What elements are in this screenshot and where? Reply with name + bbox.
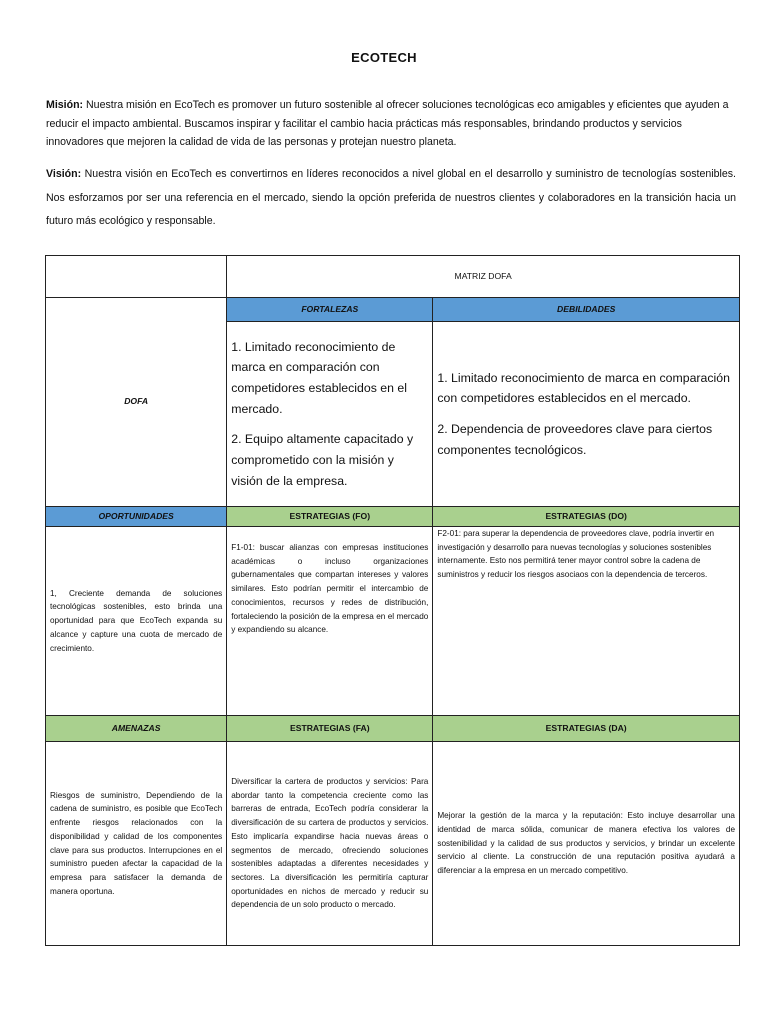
fortaleza-item: 2. Equipo altamente capacitado y comprometido con la misión y visión de la empresa. [231,432,414,488]
estrategias-da-cell: Mejorar la gestión de la marca y la reputación: Esto incluye desarrollar una identidad de marca sólida, comunicar de manera efectiva los valores de sostenibilidad y la calidad de sus productos y servicios, y brindar un excelente servicio al cliente. La construcción de una reputación positiva ayudará a diferenciar a la empresa en un mercado competitivo. [433,742,740,946]
mision-paragraph [46,96,736,152]
mision-label: Misión: [46,99,84,111]
estrategias-fo-cell: F1-01: buscar alianzas con empresas instituciones académicas o incluso organizaciones gubernamentales que compartan intereses y valores similares. Esto podrían permitir el intercambio de conocimientos, recursos y redes de distribución, fortaleciendo la posición de la empresa en el mercado y expandiendo su alcance. [227,527,433,716]
document-title: ECOTECH [351,50,417,65]
debilidad-item: 1. Limitado reconocimiento de marca en comparación con competidores establecidos en el mercado. [437,370,730,406]
debilidad-item: 2. Dependencia de proveedores clave para ciertos componentes tecnológicos. [437,422,713,457]
fortaleza-item: 1. Limitado reconocimiento de marca en comparación con competidores establecidos en el mercado. [231,339,407,416]
estrategias-fa-cell: Diversificar la cartera de productos y servicios: Para abordar tanto la competencia creciente como las barreras de entrada, EcoTech podría considerar la diversificación de su cartera de productos y servicios. Esto implicaría expandirse hacia nuevas áreas o segmentos de mercado, ofreciendo soluciones sostenibles adaptadas a diferentes necesidades y sectores. La diversificación les permitiría capturar oportunidades en nichos de mercado y reducir su dependencia de un solo producto o mercado. [227,742,433,946]
table-row [46,256,740,298]
dofa-label: DOFA [46,298,227,507]
estrategias-fo-header: ESTRATEGIAS (FO) [227,507,433,527]
vision-text: Nuestra visión en EcoTech es convertirnos en líderes reconocidos a nivel global en el desarrollo y suministro de tecnologías sostenibles. Nos esforzamos por ser una referencia en el mercado, siendo la opción preferida de nuestros clientes y colaboradores en la transición hacia un futuro más ecológico y responsable. [46,168,736,227]
table-row [46,716,740,742]
estrategias-do-cell: F2-01: para superar la dependencia de proveedores clave, podría invertir en investigación y desarrollo para nuevas tecnologías y soluciones sostenibles internamente. Esto nos permitirá tener mayor control sobre la cadena de suministros y reducir los riesgos asociaos con la dependencia de terceros. [433,527,740,716]
estrategias-do-header: ESTRATEGIAS (DO) [433,507,740,527]
table-row [46,527,740,716]
amenazas-header: AMENAZAS [46,716,227,742]
table-row [46,507,740,527]
mision-text: Nuestra misión en EcoTech es promover un futuro sostenible al ofrecer soluciones tecnológicas eco amigables y eficientes que ayuden a reducir el impacto ambiental. Buscamos inspirar y facilitar el cambio hacia prácticas más responsables, brindando productos y servicios innovadores que mejoren la calidad de vida de las personas y protejan nuestro planeta. [46,99,729,148]
estrategias-da-header: ESTRATEGIAS (DA) [433,716,740,742]
table-row [46,298,740,322]
dofa-matrix-table [45,255,740,946]
empty-corner-cell [46,256,227,298]
oportunidades-header: OPORTUNIDADES [46,507,227,527]
fortalezas-header: FORTALEZAS [227,298,433,322]
matrix-title: MATRIZ DOFA [227,256,740,298]
vision-label: Visión: [46,168,82,180]
vision-paragraph [46,163,736,234]
estrategias-fa-header: ESTRATEGIAS (FA) [227,716,433,742]
debilidades-cell [433,322,740,507]
oportunidades-cell: 1, Creciente demanda de soluciones tecnológicas sostenibles, esto brinda una oportunidad para que EcoTech expanda su alcance y capture una cuota de mercado de crecimiento. [46,527,227,716]
table-row [46,742,740,946]
amenazas-cell: Riesgos de suministro, Dependiendo de la cadena de suministro, es posible que EcoTech enfrente riesgos relacionados con la disponibilidad y calidad de los componentes clave para sus productos. Interrupciones en el suministro pueden afectar la capacidad de la empresa para satisfacer la demanda de manera oportuna. [46,742,227,946]
debilidades-header: DEBILIDADES [433,298,740,322]
fortalezas-cell [227,322,433,507]
